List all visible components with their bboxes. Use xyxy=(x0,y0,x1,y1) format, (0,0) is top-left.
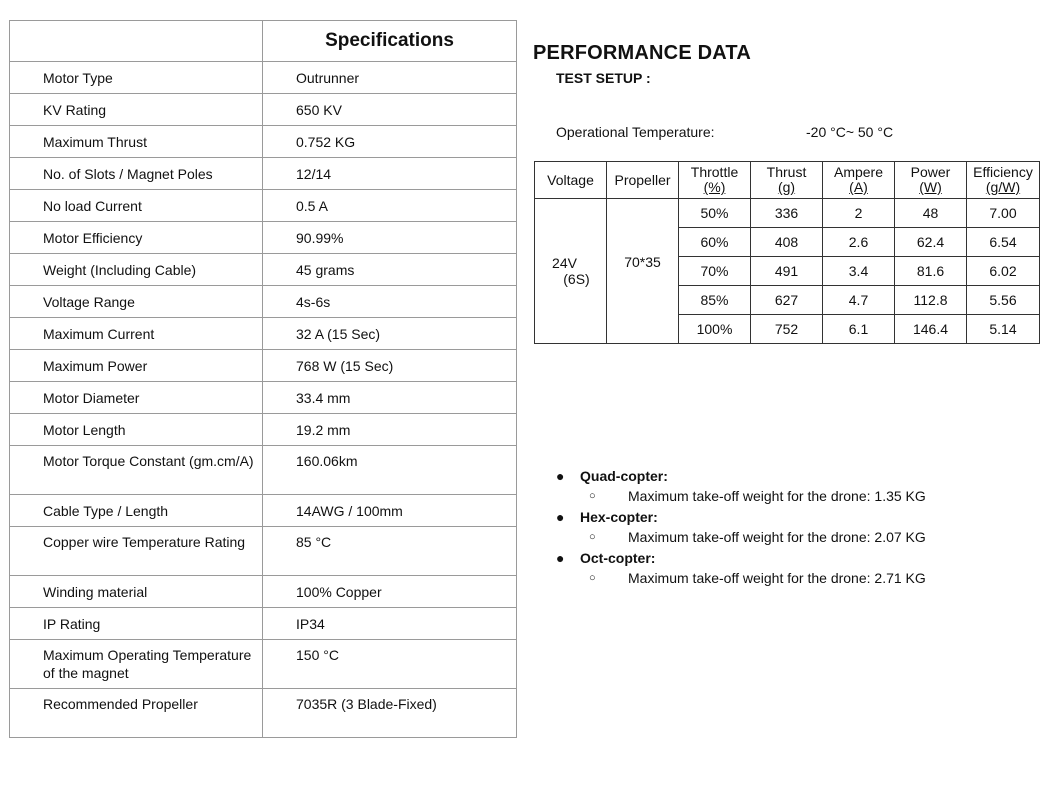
voltage-cells: (6S) xyxy=(563,271,590,287)
list-item xyxy=(556,466,926,507)
throttle-cell: 50% xyxy=(679,199,751,228)
circle-bullet-icon: ○ xyxy=(589,531,596,543)
copter-heading xyxy=(556,466,926,486)
spec-row xyxy=(10,446,517,495)
spec-label: Winding material xyxy=(10,576,263,608)
spec-label: Cable Type / Length xyxy=(10,495,263,527)
thrust-cell: 491 xyxy=(751,257,823,286)
circle-bullet-icon: ○ xyxy=(589,572,596,584)
spec-label: Weight (Including Cable) xyxy=(10,254,263,286)
header-thrust-unit: (g) xyxy=(777,179,796,195)
power-cell: 48 xyxy=(895,199,967,228)
header-efficiency-unit: (g/W) xyxy=(985,179,1021,195)
spec-row xyxy=(10,62,517,94)
spec-value: 0.752 KG xyxy=(263,126,517,158)
spec-value: 150 °C xyxy=(263,640,517,689)
copter-detail-row xyxy=(556,568,926,589)
efficiency-cell: 5.14 xyxy=(967,315,1040,344)
copter-name: Quad-copter: xyxy=(580,468,668,484)
copter-detail: Maximum take-off weight for the drone: 2.07 KG xyxy=(628,529,926,545)
thrust-cell: 752 xyxy=(751,315,823,344)
copter-heading xyxy=(556,548,926,568)
spec-value: 19.2 mm xyxy=(263,414,517,446)
efficiency-cell: 6.54 xyxy=(967,228,1040,257)
copter-name: Hex-copter: xyxy=(580,509,658,525)
spec-label: Maximum Operating Temperature of the magnet xyxy=(10,640,263,689)
spec-label: No load Current xyxy=(10,190,263,222)
spec-row xyxy=(10,608,517,640)
bullet-icon: ● xyxy=(556,468,565,484)
list-item xyxy=(556,548,926,589)
operational-temperature-value: -20 °C~ 50 °C xyxy=(806,124,894,140)
circle-bullet-icon: ○ xyxy=(589,490,596,502)
thrust-cell: 627 xyxy=(751,286,823,315)
power-cell: 81.6 xyxy=(895,257,967,286)
header-throttle xyxy=(679,162,751,199)
voltage-cell xyxy=(535,199,607,344)
thrust-cell: 336 xyxy=(751,199,823,228)
spec-row xyxy=(10,414,517,446)
header-throttle-unit: (%) xyxy=(703,179,726,195)
throttle-cell: 85% xyxy=(679,286,751,315)
spec-value: 14AWG / 100mm xyxy=(263,495,517,527)
ampere-cell: 4.7 xyxy=(823,286,895,315)
spec-label: Voltage Range xyxy=(10,286,263,318)
performance-title: PERFORMANCE DATA xyxy=(533,42,752,64)
spec-label: Maximum Power xyxy=(10,350,263,382)
header-power-label: Power xyxy=(910,164,951,180)
spec-row xyxy=(10,286,517,318)
test-setup-label: TEST SETUP : xyxy=(556,70,651,86)
spec-value: 12/14 xyxy=(263,158,517,190)
spec-label: No. of Slots / Magnet Poles xyxy=(10,158,263,190)
spec-label: KV Rating xyxy=(10,94,263,126)
specifications-table xyxy=(9,20,517,738)
spec-value: 160.06km xyxy=(263,446,517,495)
spec-value: 32 A (15 Sec) xyxy=(263,318,517,350)
spec-value: 7035R (3 Blade-Fixed) xyxy=(263,689,517,738)
spec-row xyxy=(10,222,517,254)
bullet-icon: ● xyxy=(556,550,565,566)
spec-row xyxy=(10,495,517,527)
spec-row xyxy=(10,527,517,576)
spec-header-blank xyxy=(10,21,263,62)
spec-label: Motor Efficiency xyxy=(10,222,263,254)
spec-row xyxy=(10,350,517,382)
performance-table xyxy=(534,161,1040,344)
ampere-cell: 6.1 xyxy=(823,315,895,344)
spec-label: Motor Length xyxy=(10,414,263,446)
spec-row xyxy=(10,689,517,738)
spec-value: 4s-6s xyxy=(263,286,517,318)
spec-row xyxy=(10,94,517,126)
voltage-value: 24V xyxy=(552,255,577,271)
header-throttle-label: Throttle xyxy=(690,164,739,180)
thrust-cell: 408 xyxy=(751,228,823,257)
throttle-cell: 70% xyxy=(679,257,751,286)
copter-detail-row xyxy=(556,527,926,548)
header-power-unit: (W) xyxy=(919,179,942,195)
power-cell: 62.4 xyxy=(895,228,967,257)
efficiency-cell: 5.56 xyxy=(967,286,1040,315)
spec-row xyxy=(10,576,517,608)
ampere-cell: 3.4 xyxy=(823,257,895,286)
header-thrust xyxy=(751,162,823,199)
header-propeller: Propeller xyxy=(607,162,679,199)
copter-detail: Maximum take-off weight for the drone: 2.71 KG xyxy=(628,570,926,586)
spec-row xyxy=(10,640,517,689)
copter-detail: Maximum take-off weight for the drone: 1.35 KG xyxy=(628,488,926,504)
spec-value: Outrunner xyxy=(263,62,517,94)
throttle-cell: 100% xyxy=(679,315,751,344)
propeller-cell: 70*35 xyxy=(607,199,679,344)
performance-row xyxy=(535,199,1040,228)
spec-row xyxy=(10,382,517,414)
header-efficiency-label: Efficiency xyxy=(973,164,1033,180)
spec-value: 33.4 mm xyxy=(263,382,517,414)
header-voltage: Voltage xyxy=(535,162,607,199)
header-efficiency xyxy=(967,162,1040,199)
spec-row xyxy=(10,158,517,190)
performance-header-row xyxy=(535,162,1040,199)
spec-label: Motor Type xyxy=(10,62,263,94)
spec-value: 100% Copper xyxy=(263,576,517,608)
ampere-cell: 2 xyxy=(823,199,895,228)
header-ampere-label: Ampere xyxy=(833,164,884,180)
spec-value: IP34 xyxy=(263,608,517,640)
bullet-icon: ● xyxy=(556,509,565,525)
copter-list xyxy=(556,466,926,589)
spec-label: Copper wire Temperature Rating xyxy=(10,527,263,576)
copter-detail-row xyxy=(556,486,926,507)
spec-label: Maximum Current xyxy=(10,318,263,350)
list-item xyxy=(556,507,926,548)
ampere-cell: 2.6 xyxy=(823,228,895,257)
operational-temperature-label: Operational Temperature: xyxy=(556,124,715,140)
spec-value: 768 W (15 Sec) xyxy=(263,350,517,382)
efficiency-cell: 7.00 xyxy=(967,199,1040,228)
power-cell: 112.8 xyxy=(895,286,967,315)
spec-label: Recommended Propeller xyxy=(10,689,263,738)
spec-row xyxy=(10,190,517,222)
spec-label: Motor Diameter xyxy=(10,382,263,414)
copter-heading xyxy=(556,507,926,527)
spec-value: 45 grams xyxy=(263,254,517,286)
spec-value: 650 KV xyxy=(263,94,517,126)
header-thrust-label: Thrust xyxy=(766,164,807,180)
efficiency-cell: 6.02 xyxy=(967,257,1040,286)
spec-label: Maximum Thrust xyxy=(10,126,263,158)
spec-row xyxy=(10,254,517,286)
specifications-title: Specifications xyxy=(263,21,517,62)
spec-label: IP Rating xyxy=(10,608,263,640)
copter-name: Oct-copter: xyxy=(580,550,656,566)
spec-label: Motor Torque Constant (gm.cm/A) xyxy=(10,446,263,495)
spec-row xyxy=(10,318,517,350)
power-cell: 146.4 xyxy=(895,315,967,344)
header-power xyxy=(895,162,967,199)
header-ampere xyxy=(823,162,895,199)
spec-value: 0.5 A xyxy=(263,190,517,222)
spec-value: 85 °C xyxy=(263,527,517,576)
spec-value: 90.99% xyxy=(263,222,517,254)
header-ampere-unit: (A) xyxy=(849,179,868,195)
spec-row xyxy=(10,126,517,158)
throttle-cell: 60% xyxy=(679,228,751,257)
